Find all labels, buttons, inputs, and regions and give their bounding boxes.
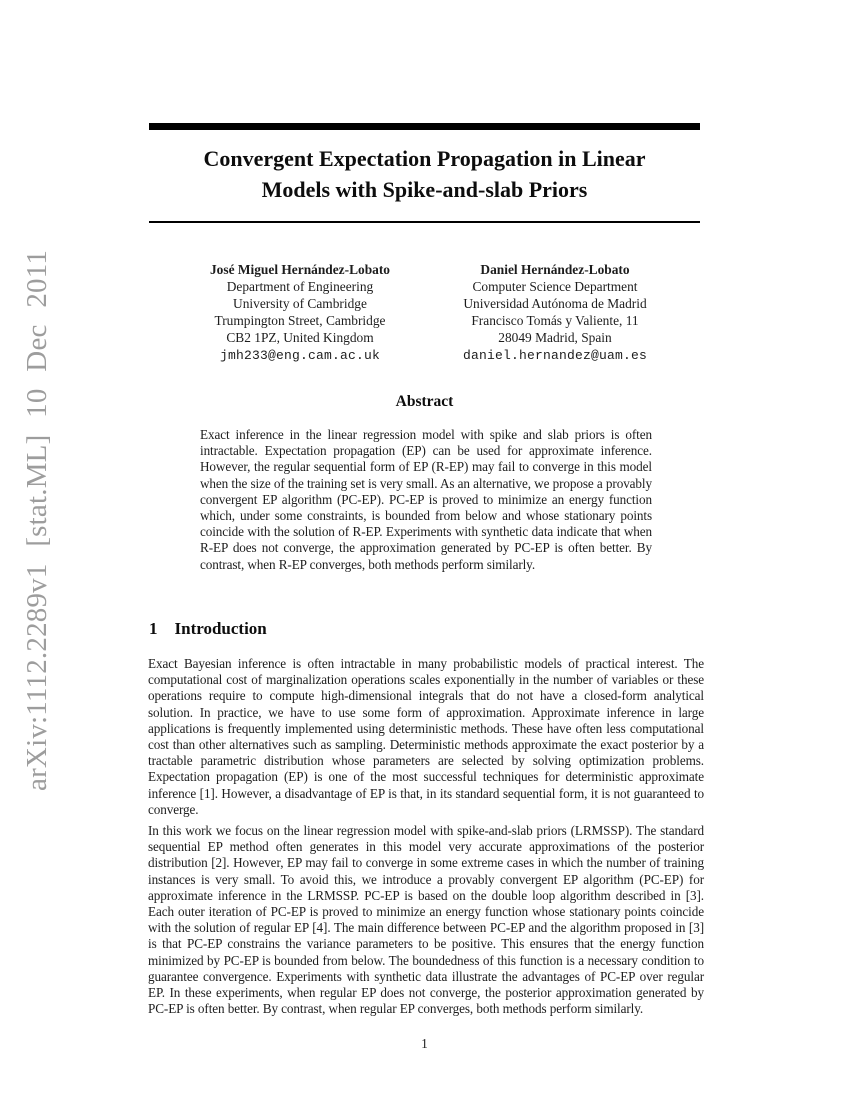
author-2-affiliation-line: Universidad Autónoma de Madrid <box>463 296 647 311</box>
arxiv-watermark: arXiv:1112.2289v1 [stat.ML] 10 Dec 2011 <box>21 249 53 791</box>
author-block-1 <box>165 261 435 364</box>
paper-title-line2: Models with Spike-and-slab Priors <box>261 177 588 202</box>
author-2-name: Daniel Hernández-Lobato <box>480 262 630 277</box>
section-title: Introduction <box>174 619 267 638</box>
author-2-affiliation-line: Francisco Tomás y Valiente, 11 <box>471 313 639 328</box>
paper-title-line1: Convergent Expectation Propagation in Linear <box>203 146 646 171</box>
title-rule-top <box>149 123 700 130</box>
introduction-body <box>148 656 704 1022</box>
abstract-text: Exact inference in the linear regression model with spike and slab priors is often intractable. Expectation propagation (EP) can be used for approximate inference. However, the regular sequential form of EP (R-EP) may fail to converge in this model when the size of the training set is very small. As an alternative, we propose a provably convergent EP algorithm (PC-EP). PC-EP is proved to minimize an energy function which, under some constraints, is bounded from below and whose stationary points coincide with the solution of R-EP. Experiments with synthetic data indicate that when R-EP does not converge, the approximation generated by PC-EP is often better. By contrast, when R-EP converges, both methods perform similarly. <box>200 427 652 572</box>
introduction-paragraph-2: In this work we focus on the linear regression model with spike-and-slab priors (LRMSSP). The standard sequential EP method often generates in this model very accurate approximations of the posterior distribution [2]. However, EP may fail to converge in some extreme cases in which the number of training instances is very small. To avoid this, we introduce a provably convergent EP algorithm (PC-EP) for approximate inference in the LRMSSP. PC-EP is based on the double loop algorithm described in [3]. Each outer iteration of PC-EP is proved to minimize an energy function whose stationary points coincide with the solution of regular EP [4]. The main difference between PC-EP and the algorithm proposed in [3] is that PC-EP constrains the variance parameters to be positive. This ensures that the energy function minimized by PC-EP is bounded from below. The boundedness of this function is a necessary condition to guarantee convergence. Experiments with synthetic data illustrate the advantages of PC-EP over regular EP. In these experiments, when regular EP does not converge, the posterior approximation generated by PC-EP is often better. By contrast, when regular EP converges, both methods perform similarly. <box>148 823 704 1017</box>
title-rule-bottom <box>149 221 700 223</box>
author-1-affiliation-line: Trumpington Street, Cambridge <box>214 313 386 328</box>
author-1-affiliation-line: University of Cambridge <box>233 296 367 311</box>
author-2-affiliation-line: Computer Science Department <box>472 279 638 294</box>
author-1-affiliation-line: Department of Engineering <box>226 279 374 294</box>
author-2-email: daniel.hernandez@uam.es <box>462 348 648 363</box>
introduction-paragraph-1: Exact Bayesian inference is often intractable in many probabilistic models of practical interest. The computational cost of marginalization operations scales exponentially in the number of variables or these operations require to compute high-dimensional integrals that do not have a closed-form analytical solution. In practice, we have to use some form of approximation. Approximate inference in large applications is frequently implemented using deterministic methods. These have often less computational cost than other alternatives such as sampling. Deterministic methods approximate the exact posterior by a tractable parametric distribution whose parameters are selected by solving optimization problems. Expectation propagation (EP) is one of the most successful techniques for deterministic approximate inference [1]. However, a disadvantage of EP is that, in its standard sequential form, it is not guaranteed to converge. <box>148 656 704 817</box>
paper-title <box>149 143 700 205</box>
section-heading-introduction <box>149 619 267 639</box>
author-2-affiliation-line: 28049 Madrid, Spain <box>498 330 612 345</box>
author-1-affiliation-line: CB2 1PZ, United Kingdom <box>226 330 374 345</box>
abstract-heading: Abstract <box>395 393 454 410</box>
page-number: 1 <box>421 1036 428 1051</box>
author-1-name: José Miguel Hernández-Lobato <box>209 262 390 277</box>
section-number: 1 <box>149 619 158 638</box>
author-1-email: jmh233@eng.cam.ac.uk <box>219 348 381 363</box>
author-block-2 <box>420 261 690 364</box>
